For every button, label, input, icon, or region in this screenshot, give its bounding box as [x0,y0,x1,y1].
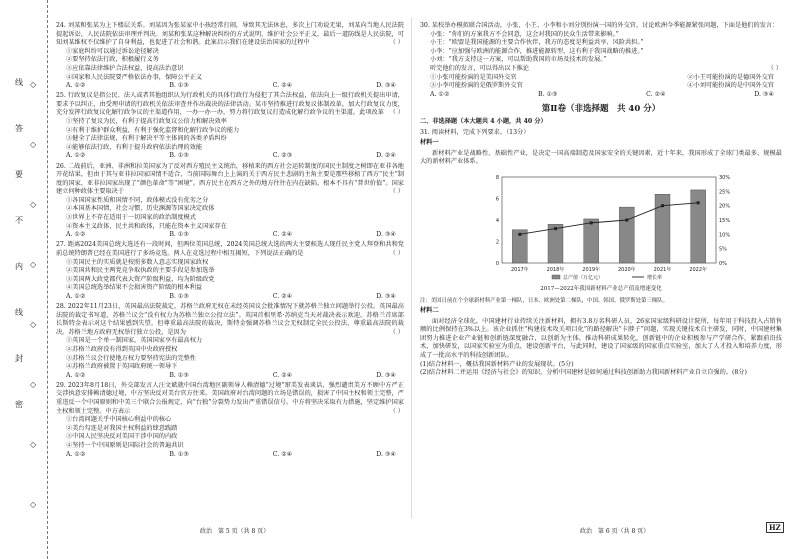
y-right-tick-label: 30% [719,174,731,181]
choices-row [56,82,404,91]
answer-paren: （ ） [389,188,404,196]
x-tick-label: 2022年 [689,266,708,273]
binding-char: 线 [15,308,23,317]
material-text: 新材料产业是战略性、基础性产业，是决定一国高端制造及国家安全的关键因素，近十年来，我国形成了全球门类最多、规模最大的新材料产业体系。 [420,149,782,166]
choice-a: A. ①② [66,231,86,239]
option-line: ④坚持一个中国原则是国际社会的普遍共识 [66,442,184,449]
requirement-2: (2)结合材料二并运用《经济与社会》的知识，分析中国建材是如何通过科技创新助力我国新材料产业自立自强的。(8分) [420,369,747,377]
line-point [625,218,628,221]
diamond-icon: ◇ [30,80,37,89]
speech-line: 小刘：“我方支持这一方案，可以帮助我国的市场及技术的发展。” [430,56,607,64]
y-right-tick-label: 5% [719,246,727,253]
question-25 [56,92,404,161]
column-divider [411,18,412,518]
choice-d: D. ③④ [376,371,396,379]
option-line: ④小刘可能扮演的是中国外交官 [687,82,774,90]
section-subtitle: 二、非选择题（本大题共 4 小题，共 40 分） [420,117,547,125]
choice-c: C. ②④ [272,82,293,90]
y-right-tick-label: 10% [719,232,731,239]
option-line: ②小王可能扮演的是德国外交官 [687,73,774,81]
choice-d: D. ③④ [376,231,396,239]
choice-a: A. ①② [66,82,86,90]
option-line: ①英国是一个单一制国家，英国国家享有最高权力 [66,337,203,345]
question-stem: 30. 某校举办模拟联合国活动，小张、小王、小李和小刘分别扮演一国的外交官，讨论欧洲今季能源紧张问题，下面是他们的发言： [420,22,779,29]
choice-b: B. ①③ [169,82,189,90]
binding-char: 答 [15,124,23,133]
y-right-tick-label: 0% [719,260,727,267]
choice-b: B. ①③ [169,152,189,160]
binding-char: 要 [15,170,23,179]
question-26 [56,163,404,240]
section-title: 第Ⅱ卷（非选择题 共 40 分） [541,104,661,115]
question-stem: 27. 距离2024美国总统大选还有一段时间，但两位美国总统，2024美国总统大选的两大主要候选人现任民主党人拜登和共和党前总统特朗普已经在美国进行了多场竞选。两人在竞选过程中相互揭短，下列说法正确的是 [56,241,404,257]
diamond-icon: ◇ [30,500,37,509]
y-right-tick-label: 15% [719,217,731,224]
requirement-1: (1)结合材料一，概括我国新材料产业的发展现状。(5分) [420,360,574,368]
choice-d: D. ③④ [376,82,396,90]
speech-line: 小李：“应加强与欧洲的能源合作，推进能源转型，这有利于我国战略的推进。” [430,47,644,55]
choice-c: C. ②④ [272,450,293,458]
question-28 [56,303,404,380]
choices-row [56,152,404,161]
bar [548,224,563,263]
option-line: ①美国民主的实质就是按照多数人意志实现国家政权 [66,258,209,266]
diamond-icon: ◇ [30,200,37,209]
question-ask: 听完他们的发言，可以得出以下推论 [430,64,529,72]
chart-note: 注：美国日前在个全球新材料产业第一梯队，日本、欧洲处第二梯队，中国、韩国、俄罗斯处第三梯队。 [420,297,668,304]
page-footer-right: 政治 第 6 页（共 8 页） [580,528,650,535]
choices-row [56,372,404,381]
choice-c: C. ②③ [272,152,293,160]
choice-b: B. ①③ [169,450,189,458]
option-line: ③苏格兰议会行使地方权力要坚持宪法的完整性 [66,354,196,362]
options-row [420,74,782,83]
speech-line: 小王：“欧盟是我国能源的主要合作伙伴，我方的态度是利益共享、风险共担。” [430,39,644,47]
option-line: ③健全了法律法规，有利于解决平等主体间的各类矛盾纠纷 [66,135,227,143]
x-tick-label: 2017年 [510,266,529,273]
option-line: ②美国共和民主两党竞争取执政的主要手段是参加选举 [66,267,215,275]
choice-b: B. ①③ [169,292,189,300]
choice-a: A. ①② [66,152,86,160]
answer-paren: （ ） [389,39,404,47]
choices-row [420,91,782,100]
question-stem: 25. 行政复议是指公民、法人或者其他组织认为行政机关的具体行政行为侵犯了其合法权益，依法向上一级行政机关提出申请，要求予以纠正，由受理申请的行政机关依法审查并作出裁决的法律活动。某市坚持推进行政复议体制改革，加大行政复议力度，充分发挥行政复议化解行政争议的主渠道作用，一办一办一办，努力将行政复议打造成化解行政争议的主渠道。此项改革 [56,92,404,117]
material-label: 材料一 [420,139,439,147]
line-point [518,233,521,236]
binding-char: 线 [15,78,23,87]
option-line: ②苏格兰政府没有得到英国中央政府授权 [66,345,178,353]
binding-labels [12,60,26,428]
answer-paren: （ ） [389,109,404,117]
choice-b: B. ①③ [169,231,189,239]
y-left-tick-label: 2 [495,239,499,246]
binding-char: 封 [15,354,23,363]
y-left-tick-label: 8 [495,174,499,181]
legend-bar-swatch [552,275,560,279]
answer-paren: （ ） [389,249,404,257]
left-column [56,22,404,461]
binding-char: 内 [15,262,23,271]
line-point [590,221,593,224]
chart-container [456,171,746,283]
diamond-icon: ◇ [30,440,37,449]
option-line: ①台湾问题关乎中国核心利益中的核心 [66,416,172,424]
legend-line-label: 增长率 [647,274,663,281]
option-line: ①家庭纠纷可以通过诉讼途径解决 [66,47,159,55]
question-stem: 29. 2023年8月18日，外交部发言人汪文斌就中国台湾地区副领导人赖清德“过境”窜美发表谈话，强烈谴责美方不顾中方严正交涉执意安排赖清德过境，中方坚决反对美台官方往来。美国政府对台湾问题的立场是错误的，损害了中国主权和领土完整，严重违反一个中国原则和中美三个联合公报规定，向“台独”分裂势力发出严重错误信号。中方将坚决采取有力措施，坚定维护国家主权和领土完整。中方表示 [56,381,404,415]
question-30 [420,22,782,99]
option-line: ③美国两大政党都代表大资产阶级利益，均为阶级政党 [66,275,215,283]
choice-d: D. ③④ [376,292,396,300]
choice-d: D. ②④ [376,152,396,160]
x-tick-label: 2021年 [653,266,672,273]
option-line: ①坚持了复议为民，有利于提高行政复议公信力和解决效率 [66,118,227,126]
question-31-head: 31. 阅读材料，完成下列要求。（13分） [420,128,530,136]
choice-a: A. ①② [430,90,450,98]
choice-b: B. ①③ [538,90,558,98]
y-right-tick-label: 20% [719,203,731,210]
choice-a: A. ①② [66,292,86,300]
choice-c: C. ②④ [272,371,293,379]
bar [619,207,634,263]
option-line: ③应依靠法律维护合法权益，提高法治意识 [66,64,184,72]
legend-bar-label: 总产值（万亿元） [563,274,604,281]
answer-paren: （ ） [767,64,782,72]
binding-char: 密 [15,400,23,409]
diamond-icon: ◇ [30,140,37,149]
option-line: ①各国国家性质和国情不同，政体模式没有优劣之分 [66,196,209,204]
question-27 [56,241,404,301]
option-line: ④国家和人民法院要严格依法办事，保障公平正义 [66,73,203,81]
binding-margin [0,0,48,559]
y-left-tick-label: 4 [495,217,499,224]
question-24 [56,22,404,91]
diamond-icon: ◇ [30,320,37,329]
choice-c: C. ②④ [272,292,293,300]
bar-line-chart [456,171,746,283]
question-stem: 24. 刘某和张某为上下楼层关系。刘某因为张某家中小孩经常打闹，导致其无法休息，多次上门劝说无果，刘某向当地人民法院提起诉讼，人民法院依法审理并判决。刘某和张某这种解决纠纷的方式说明，维护社会公平正义，最后一道防线是人民法院，可知刘某维权不仅维护了自身利益，也促进了社会和谐。此案启示我们在建设法治国家的过程中 [56,22,404,47]
option-line: ①小张可能扮演的是美国外交官 [430,73,517,81]
page-footer-left: 政治 第 5 页（共 8 页） [200,528,270,535]
diamond-icon: ◇ [30,260,37,269]
choice-c: C. ②④ [272,231,293,239]
choice-a: A. ①② [66,450,86,458]
choice-c: C. ②④ [646,90,666,98]
question-29 [56,382,404,459]
y-left-tick-label: 6 [495,196,499,203]
options-row [420,82,782,91]
diamond-icon: ◇ [30,380,37,389]
x-tick-label: 2019年 [582,266,601,273]
option-line: ④美国总统选举结果不会损害资产阶级的根本利益 [66,284,203,292]
choice-a: A. ①② [66,371,86,379]
answer-paren: （ ） [389,328,404,336]
speech-line: 小张：“你们的方案我方不会同意，这会对我国的民众生活带来影响。” [430,30,619,38]
bar [584,219,599,263]
binding-char: 不 [15,216,23,225]
right-column [420,22,782,378]
choices-row [56,451,404,460]
y-right-tick-label: 25% [719,189,731,196]
question-stem: 28. 2022年11月23日，英国最高法院裁定，苏格兰政府无权在未经英国议会批准情况下就苏格兰独立问题举行公投。英国最高法院的裁定书写道，苏格兰议会“没有权力为苏格兰独立公投立法”。英国首相里希·苏纳克当天对裁决表示欢迎。苏格兰首席部长斯特金表示对这个结果感到失望，但尊重最高法院的裁决，斯特金强调苏格兰议会无权制定全民公投法，尊重最高法院的裁决。苏格兰地方政府无权举行独立公投，是因为 [56,303,404,336]
option-line: ②有利于维护群众利益，有利于强化监督和化解行政争议的能力 [66,126,240,134]
paper-code: HZ [766,522,784,533]
option-line: ④能够依法行政，有利于提升政府依法治理的效能 [66,143,203,151]
option-line: ④苏格兰政府被置于英国政府统一领导下 [66,363,178,371]
material-text: 面对经济全球化，中国建材行业持续关注新材料，拥有3.8万名科研人员，26家国家级科研设计院所，每年用于科技投入占销售额的比例保持在3%以上。该企业抓住“构建技术攻关项目化”的路径解决“卡脖子”问题，实现关键技术自主研发，同时，中国建材集团努力推进企业产业链和创新链深度融合，以创新为主体，推动科研成果转化，创新链中的企业积极参与产学研合作，紧跟前沿技术，加快研发，以国家实验室为重点，建设创新平台，与此同时，建设了国家级的国家重点实验室，加大了人才投入和培养力度，形成了一批高水平的科技创新团队。 [420,317,782,360]
y-left-tick-label: 0 [495,260,499,267]
option-line: ③世界上不存在适用于一切国家的政治制度模式 [66,214,196,222]
question-stem: 26. 二战前后，亚洲、非洲和拉美国家为了反对西方殖民主义统治，移植来的西方社会运转制度的国民主制度之树即在亚非各地开花结果，但由于其与亚非拉国家国情不适合，当前国际舞台上上演的关于西方民主悲剧的主角主要是那些移植了西方“民主”制度的国家，亚非拉国家出现了“颜色革命”等“困境”。西方民主在西方之外的地方往往在内在缺陷，根本不具有“普世价值”。国家建立何种政体主要取决于 [56,162,404,196]
x-tick-label: 2018年 [546,266,565,273]
option-line: ②美台勾连是对我国主权利益的肆意践踏 [66,424,178,432]
option-line: ②要坚持依法行政，积极履行义务 [66,56,159,64]
bar [691,190,706,263]
line-point [554,227,557,230]
option-line: ④资本主义政体，民主共和政体，只能在资本主义国家存在 [66,222,227,230]
material-label: 材料二 [420,307,439,315]
chart-caption: 2017—2022年我国新材料产业总产值及增速变化 [540,285,662,292]
line-point [661,204,664,207]
growth-line [520,203,698,235]
x-tick-label: 2020年 [617,266,636,273]
choices-row [56,293,404,302]
answer-paren: （ ） [389,407,404,415]
plot-frame [502,177,716,263]
option-line: ②本国基本国情，社会习惯、历史渊源等国家决定政体 [66,205,215,213]
line-point [697,201,700,204]
choice-b: B. ①③ [169,371,189,379]
choices-row [56,231,404,240]
choice-d: D. ③④ [376,450,396,458]
choice-d: D. ③④ [754,90,774,98]
option-line: ③小李可能扮演的是俄罗斯外交官 [430,82,523,90]
option-line: ③中国人民坚决反对美国干涉中国的内政 [66,433,178,441]
binding-diamonds [30,80,40,559]
